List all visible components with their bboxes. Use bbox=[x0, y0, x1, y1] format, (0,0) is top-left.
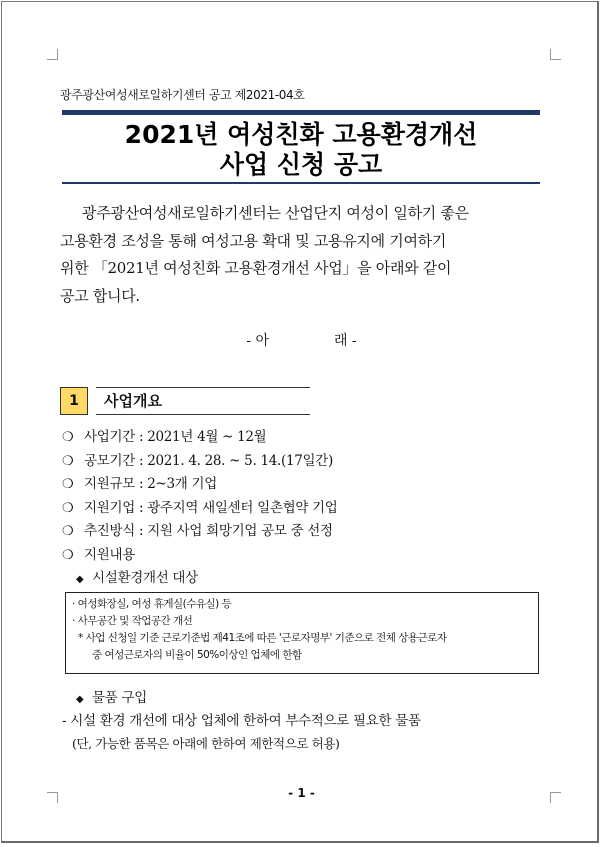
page-number: - 1 - bbox=[288, 786, 315, 800]
crop-mark-top-left bbox=[47, 49, 58, 60]
below-marker bbox=[0, 330, 603, 350]
circle-bullet-icon: ❍ bbox=[62, 500, 74, 516]
intro-line-1: 광주광산여성새로일하기센터는 산업단지 여성이 일하기 좋은 bbox=[82, 204, 469, 222]
section-title: 사업개요 bbox=[96, 387, 310, 415]
purchase-restriction-note: (단, 가능한 품목은 아래에 한하여 제한적으로 허용) bbox=[72, 736, 340, 751]
crop-mark-top-right bbox=[550, 49, 561, 60]
box-line-4: 중 여성근로자의 비율이 50%이상인 업체에 한함 bbox=[92, 649, 302, 661]
intro-paragraph bbox=[60, 200, 546, 310]
announcement-number: 광주광산여성새로일하기센터 공고 제2021-04호 bbox=[60, 88, 305, 102]
intro-line-4: 공고 합니다. bbox=[60, 286, 140, 305]
box-line-1: · 여성화장실, 여성 휴게실(수유실) 등 bbox=[72, 598, 232, 610]
circle-bullet-icon: ❍ bbox=[62, 547, 74, 563]
intro-line-3: 위한 「2021년 여성친화 고용환경개선 사업」을 아래와 같이 bbox=[60, 259, 452, 277]
circle-bullet-icon: ❍ bbox=[62, 430, 74, 445]
section-number-badge: 1 bbox=[60, 387, 88, 415]
purchase-note: - 시설 환경 개선에 대상 업체에 한하여 부수적으로 필요한 물품 bbox=[62, 713, 421, 729]
overview-list bbox=[62, 426, 552, 567]
title-line-1: 2021년 여성친화 고용환경개선 bbox=[124, 120, 478, 149]
circle-bullet-icon: ❍ bbox=[62, 524, 74, 539]
box-line-2: · 사무공간 및 작업공간 개선 bbox=[72, 615, 193, 627]
sub-heading-purchase: ◆ 물품 구입 bbox=[76, 690, 147, 706]
diamond-bullet-icon: ◆ bbox=[76, 694, 84, 705]
list-item: ❍ 지원기업 : 광주지역 새일센터 일촌협약 기업 bbox=[62, 497, 552, 521]
title-box bbox=[62, 110, 540, 184]
intro-line-2: 고용환경 조성을 통해 여성고용 확대 및 고용유지에 기여하기 bbox=[60, 231, 447, 250]
list-item: ❍ 지원내용 bbox=[62, 544, 552, 568]
list-item: ❍ 지원규모 : 2~3개 기업 bbox=[62, 473, 552, 497]
section-1-heading bbox=[60, 387, 315, 417]
below-marker-right: 래 - bbox=[333, 333, 357, 349]
list-item: ❍ 추진방식 : 지원 사업 희망기업 공모 중 선정 bbox=[62, 520, 552, 544]
circle-bullet-icon: ❍ bbox=[62, 453, 74, 469]
list-item: ❍ 공모기간 : 2021. 4. 28. ~ 5. 14.(17일간) bbox=[62, 450, 552, 474]
title-line-2: 사업 신청 공고 bbox=[219, 150, 383, 179]
circle-bullet-icon: ❍ bbox=[62, 477, 74, 492]
sub-heading-facility: ◆ 시설환경개선 대상 bbox=[76, 570, 198, 586]
list-item: ❍ 사업기간 : 2021년 4월 ~ 12월 bbox=[62, 426, 552, 450]
below-marker-left: - 아 bbox=[246, 333, 270, 349]
diamond-bullet-icon: ◆ bbox=[76, 574, 84, 585]
box-line-3: * 사업 신청일 기준 근로기준법 제41조에 따른 '근로자명부' 기준으로 전체 상용근로자 bbox=[78, 632, 447, 644]
eligibility-box bbox=[65, 592, 539, 674]
